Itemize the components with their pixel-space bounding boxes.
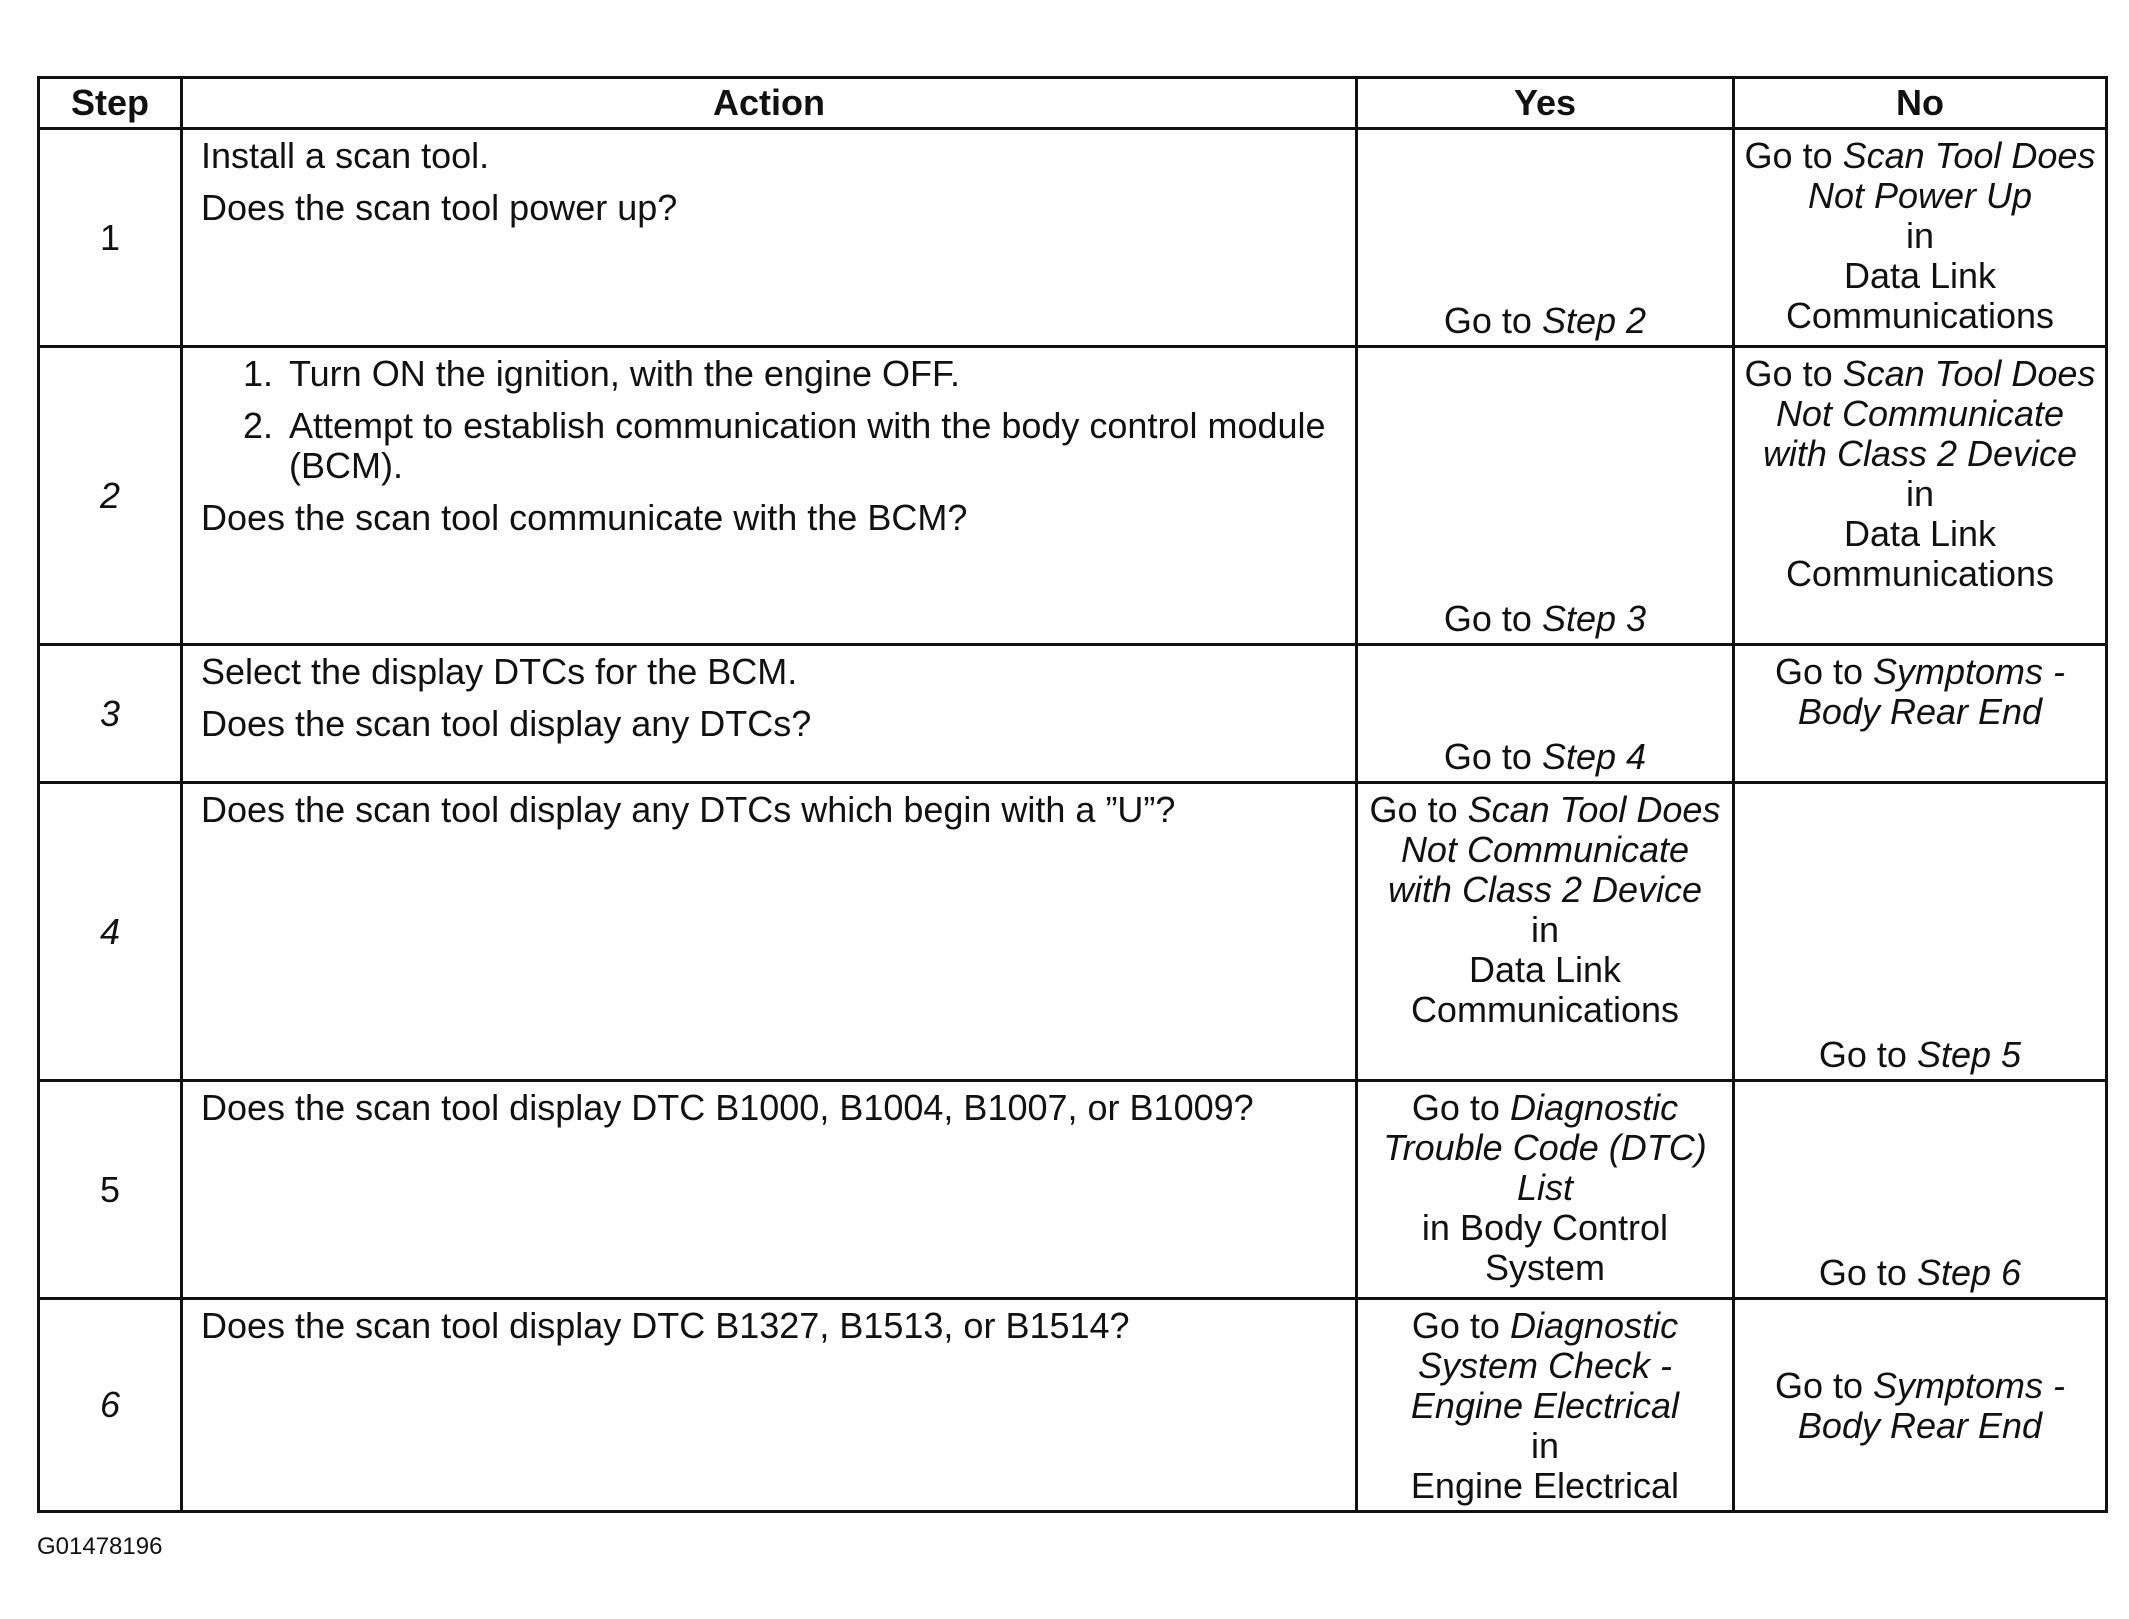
yes-prefix: Go to [1443,300,1532,341]
no-prefix: Go to [1774,1365,1863,1406]
yes-cell [1357,645,1734,783]
yes-prefix: Go to [1411,1087,1500,1128]
action-question: Does the scan tool display any DTCs which begin with a ”U”? [201,789,1176,830]
no-in: in [1905,215,1935,256]
step-number: 2 [39,347,182,645]
no-section: Data Link Communications [1785,255,2055,336]
yes-prefix: Go to [1443,736,1532,777]
no-link[interactable]: Symptoms - Body Rear End [1797,651,2066,732]
no-link[interactable]: Step 6 [1916,1252,2022,1293]
action-question: Does the scan tool communicate with the BCM? [201,497,968,538]
yes-prefix: Go to [1369,789,1458,830]
yes-link[interactable]: Step 3 [1541,598,1647,639]
table-row [39,1081,2107,1299]
header-row [39,78,2107,129]
no-cell [1734,347,2107,645]
no-prefix: Go to [1774,651,1863,692]
yes-link[interactable]: Step 4 [1541,736,1647,777]
no-cell [1734,129,2107,347]
no-prefix: Go to [1818,1034,1907,1075]
no-section: Data Link Communications [1785,513,2055,594]
action-text: Select the display DTCs for the BCM. [201,651,798,692]
action-question: Does the scan tool power up? [201,187,678,228]
step-number: 5 [39,1081,182,1299]
header-step: Step [39,78,182,129]
yes-cell [1357,347,1734,645]
action-cell [182,645,1357,783]
no-link[interactable]: Scan Tool Does Not Communicate with Class 2 Device [1762,353,2096,474]
no-link[interactable]: Step 5 [1916,1034,2022,1075]
no-cell [1734,1081,2107,1299]
yes-cell [1357,129,1734,347]
no-cell [1734,783,2107,1081]
figure-id: G01478196 [37,1533,163,1560]
yes-section: Engine Electrical [1410,1465,1680,1506]
action-question: Does the scan tool display any DTCs? [201,703,812,744]
action-list [201,354,1341,486]
yes-section: Data Link Communications [1410,949,1680,1030]
action-cell [182,1299,1357,1512]
no-cell [1734,645,2107,783]
yes-prefix: Go to [1411,1305,1500,1346]
header-no: No [1734,78,2107,129]
no-in: in [1905,473,1935,514]
action-question: Does the scan tool display DTC B1000, B1004, B1007, or B1009? [201,1087,1254,1128]
table-row [39,129,2107,347]
no-link[interactable]: Scan Tool Does Not Power Up [1807,135,2096,216]
action-text: Install a scan tool. [201,135,490,176]
action-list-item: 1. Turn ON the ignition, with the engine OFF. [283,354,1341,394]
action-cell [182,347,1357,645]
action-cell [182,783,1357,1081]
no-cell [1734,1299,2107,1512]
header-action: Action [182,78,1357,129]
yes-link[interactable]: Diagnostic System Check - Engine Electrical [1410,1305,1680,1426]
step-number: 6 [39,1299,182,1512]
action-cell [182,129,1357,347]
header-yes: Yes [1357,78,1734,129]
table-row [39,347,2107,645]
action-question: Does the scan tool display DTC B1327, B1513, or B1514? [201,1305,1130,1346]
yes-link[interactable]: Scan Tool Does Not Communicate with Class 2 Device [1387,789,1721,910]
diagnostic-table [37,76,2108,1513]
no-prefix: Go to [1744,353,1833,394]
yes-cell [1357,1081,1734,1299]
no-prefix: Go to [1818,1252,1907,1293]
yes-in: in Body Control System [1421,1207,1669,1288]
no-prefix: Go to [1744,135,1833,176]
yes-cell [1357,783,1734,1081]
table-row [39,1299,2107,1512]
yes-cell [1357,1299,1734,1512]
table-row [39,783,2107,1081]
action-cell [182,1081,1357,1299]
no-link[interactable]: Symptoms - Body Rear End [1797,1365,2066,1446]
yes-in: in [1530,1425,1560,1466]
table-row [39,645,2107,783]
yes-in: in [1530,909,1560,950]
yes-prefix: Go to [1443,598,1532,639]
step-number: 3 [39,645,182,783]
yes-link[interactable]: Diagnostic Trouble Code (DTC) List [1383,1087,1707,1208]
yes-link[interactable]: Step 2 [1541,300,1647,341]
step-number: 4 [39,783,182,1081]
action-list-item: 2. Attempt to establish communication with the body control module (BCM). [283,406,1341,486]
step-number: 1 [39,129,182,347]
